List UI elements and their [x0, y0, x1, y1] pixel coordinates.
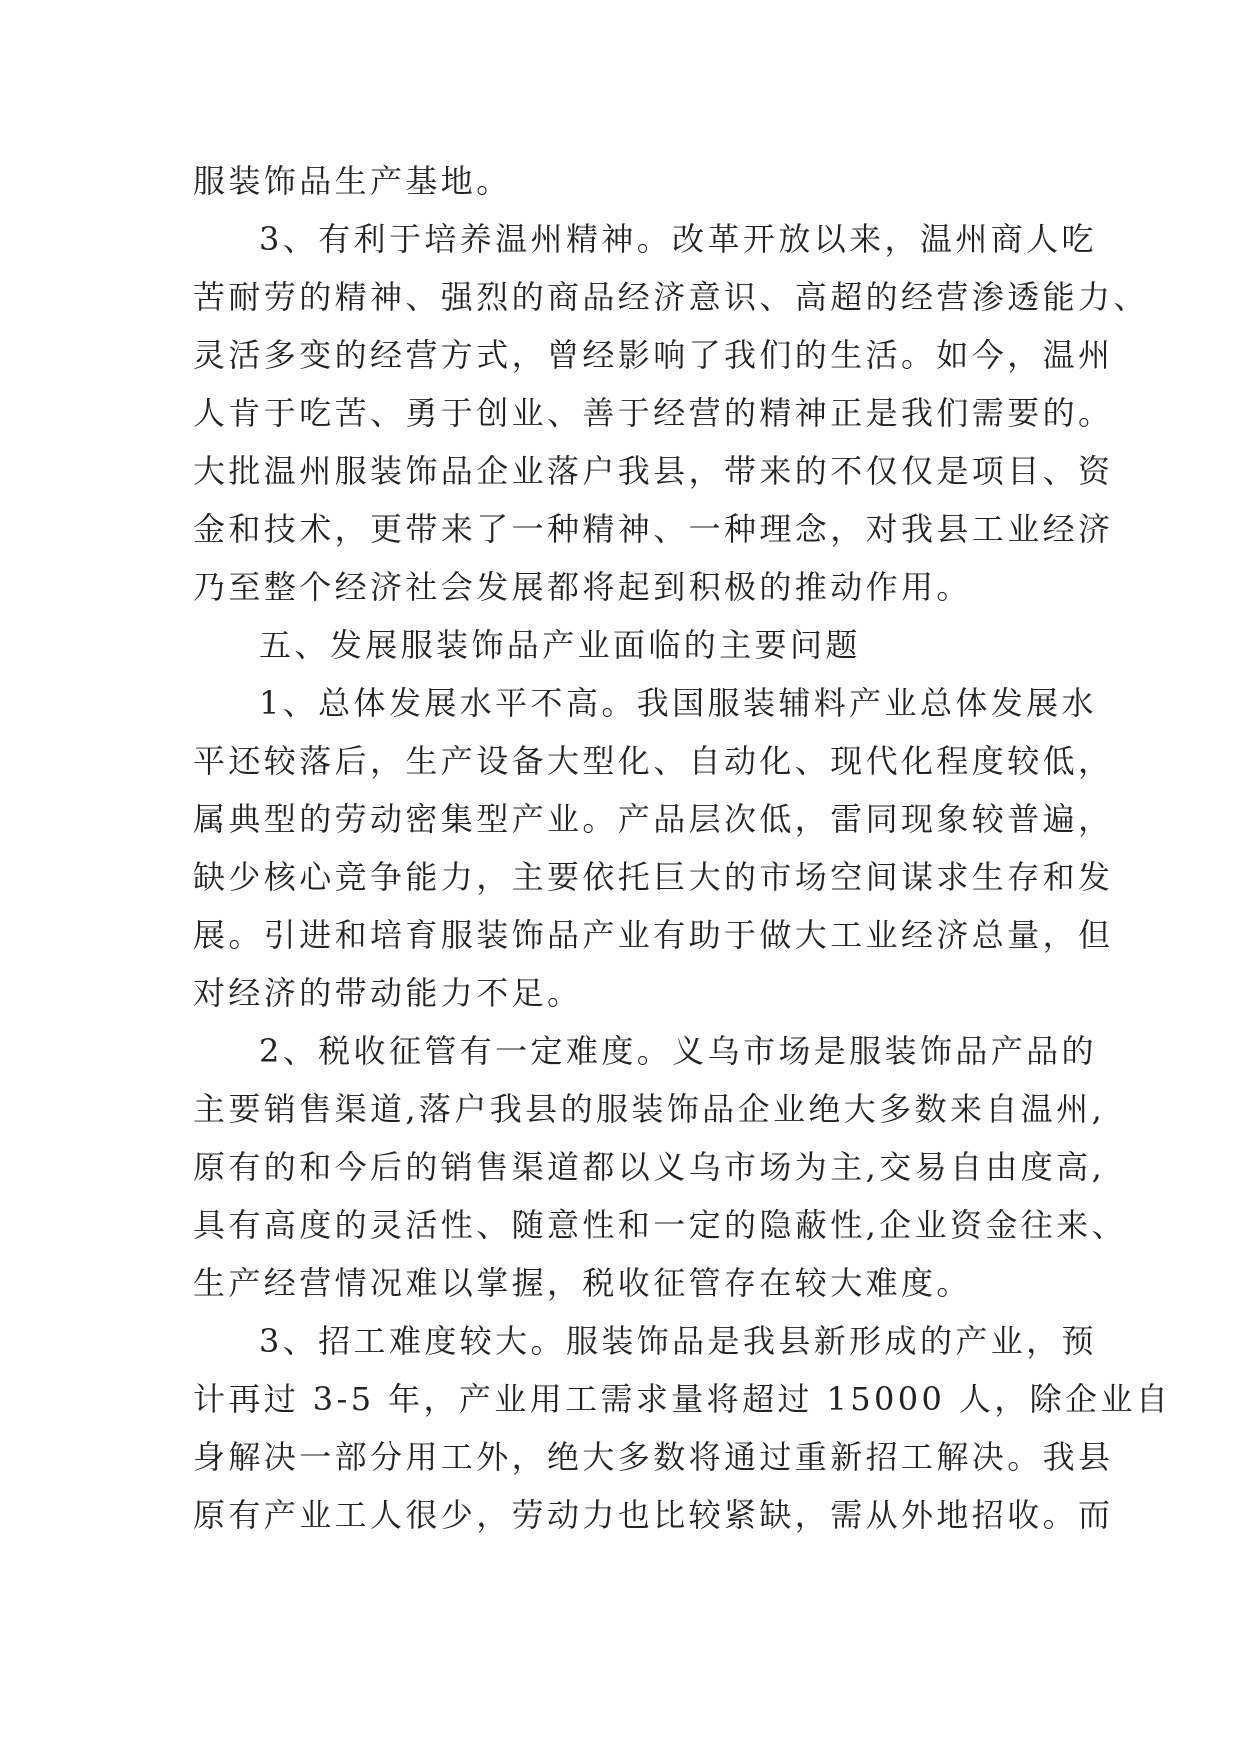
paragraph-first-line: 3、招工难度较大。服装饰品是我县新形成的产业，预: [259, 1322, 1097, 1360]
text-line: 原有产业工人很少，劳动力也比较紧缺，需从外地招收。而: [193, 1496, 1114, 1534]
text-line: 主要销售渠道,落户我县的服装饰品企业绝大多数来自温州,: [193, 1090, 1106, 1128]
text-line: 平还较落后，生产设备大型化、自动化、现代化程度较低，: [193, 742, 1114, 780]
paragraph-first-line: 2、税收征管有一定难度。义乌市场是服装饰品产品的: [259, 1032, 1097, 1070]
paragraph-first-line: 1、总体发展水平不高。我国服装辅料产业总体发展水: [259, 684, 1097, 722]
text-line: 人肯于吃苦、勇于创业、善于经营的精神正是我们需要的。: [193, 394, 1114, 432]
document-body: [193, 152, 1172, 1544]
text-line: 身解决一部分用工外，绝大多数将通过重新招工解决。我县: [193, 1438, 1114, 1476]
text-line: 原有的和今后的销售渠道都以义乌市场为主,交易自由度高,: [193, 1148, 1106, 1186]
text-line: 乃至整个经济社会发展都将起到积极的推动作用。: [193, 568, 972, 606]
text-line: 缺少核心竞争能力，主要依托巨大的市场空间谋求生存和发: [193, 858, 1114, 896]
text-line: 生产经营情况难以掌握，税收征管存在较大难度。: [193, 1264, 972, 1302]
text-line: 展。引进和培育服装饰品产业有助于做大工业经济总量，但: [193, 916, 1114, 954]
text-line: 服装饰品生产基地。: [193, 162, 512, 200]
text-line: 金和技术，更带来了一种精神、一种理念，对我县工业经济: [193, 510, 1114, 548]
text-line: 大批温州服装饰品企业落户我县，带来的不仅仅是项目、资: [193, 452, 1114, 490]
text-line: 计再过 3-5 年，产业用工需求量将超过 15000 人，除企业自: [193, 1380, 1172, 1418]
text-line: 属典型的劳动密集型产业。产品层次低，雷同现象较普遍，: [193, 800, 1114, 838]
paragraph-first-line: 3、有利于培养温州精神。改革开放以来，温州商人吃: [259, 220, 1097, 258]
section-heading: 五、发展服装饰品产业面临的主要问题: [259, 626, 861, 664]
text-line: 对经济的带动能力不足。: [193, 974, 583, 1012]
text-line: 具有高度的灵活性、随意性和一定的隐蔽性,企业资金往来、: [193, 1206, 1127, 1244]
text-line: 苦耐劳的精神、强烈的商品经济意识、高超的经营渗透能力、: [193, 278, 1149, 316]
text-line: 灵活多变的经营方式，曾经影响了我们的生活。如今，温州: [193, 336, 1114, 374]
